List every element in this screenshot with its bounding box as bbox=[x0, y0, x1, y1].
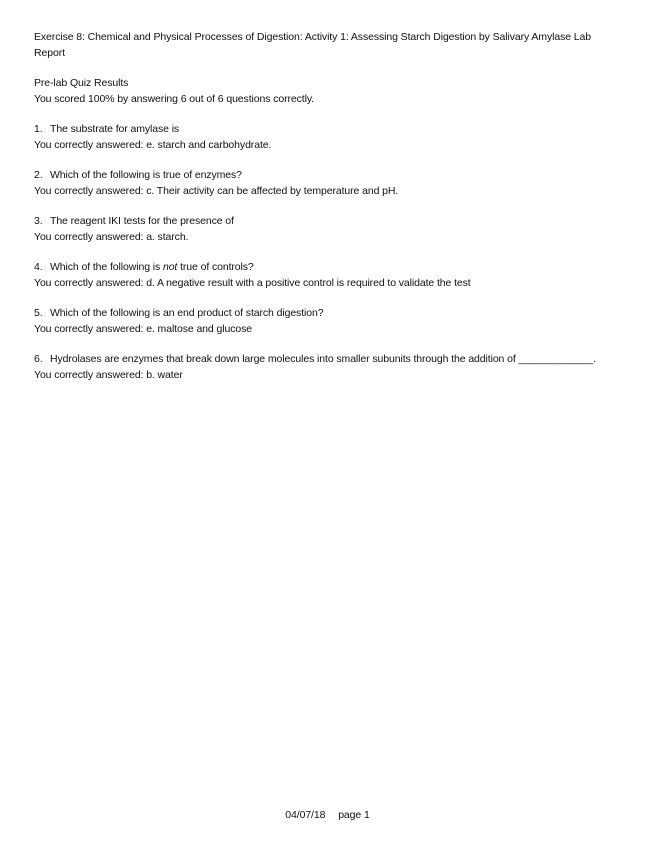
document-title: Exercise 8: Chemical and Physical Processes of Digestion: Activity 1: Assessing Starch Digestion by Salivary Amylase Lab Report bbox=[34, 31, 592, 59]
question-text bbox=[34, 167, 624, 183]
question-text bbox=[34, 213, 624, 229]
quiz-results-heading: Pre-lab Quiz Results bbox=[34, 77, 129, 89]
question-prompt: Hydrolases are enzymes that break down large molecules into smaller subunits through the addition of _____________. bbox=[50, 353, 596, 365]
question-number: 4. bbox=[34, 261, 43, 273]
question-2 bbox=[34, 167, 624, 199]
document-body bbox=[34, 29, 624, 397]
question-prompt: The reagent IKI tests for the presence of bbox=[50, 215, 234, 227]
question-text bbox=[34, 259, 624, 275]
quiz-score-line: You scored 100% by answering 6 out of 6 questions correctly. bbox=[34, 93, 315, 105]
footer-date: 04/07/18 bbox=[285, 809, 326, 821]
question-prompt: Which of the following is true of enzymes? bbox=[50, 169, 242, 181]
question-number: 5. bbox=[34, 307, 43, 319]
question-prompt: Which of the following is an end product of starch digestion? bbox=[50, 307, 324, 319]
question-text bbox=[34, 351, 624, 367]
question-4 bbox=[34, 259, 624, 291]
question-prompt-start: Which of the following is bbox=[50, 261, 163, 273]
question-text bbox=[34, 305, 624, 321]
question-text bbox=[34, 121, 624, 137]
question-number: 6. bbox=[34, 353, 43, 365]
answer-text: You correctly answered: a. starch. bbox=[34, 231, 189, 243]
question-5 bbox=[34, 305, 624, 337]
question-6 bbox=[34, 351, 624, 383]
answer-text: You correctly answered: e. maltose and glucose bbox=[34, 323, 252, 335]
question-prompt: The substrate for amylase is bbox=[50, 123, 180, 135]
answer-text: You correctly answered: d. A negative result with a positive control is required to validate the test bbox=[34, 277, 471, 289]
answer-text: You correctly answered: e. starch and carbohydrate. bbox=[34, 139, 272, 151]
question-number: 3. bbox=[34, 215, 43, 227]
question-prompt-emphasis: not bbox=[162, 261, 178, 273]
answer-text: You correctly answered: c. Their activity can be affected by temperature and pH. bbox=[34, 185, 399, 197]
page-footer bbox=[0, 807, 655, 823]
question-number: 1. bbox=[34, 123, 43, 135]
question-3 bbox=[34, 213, 624, 245]
question-1 bbox=[34, 121, 624, 153]
footer-page-number: page 1 bbox=[338, 809, 370, 821]
question-prompt-end: true of controls? bbox=[177, 261, 254, 273]
question-number: 2. bbox=[34, 169, 43, 181]
answer-text: You correctly answered: b. water bbox=[34, 369, 183, 381]
